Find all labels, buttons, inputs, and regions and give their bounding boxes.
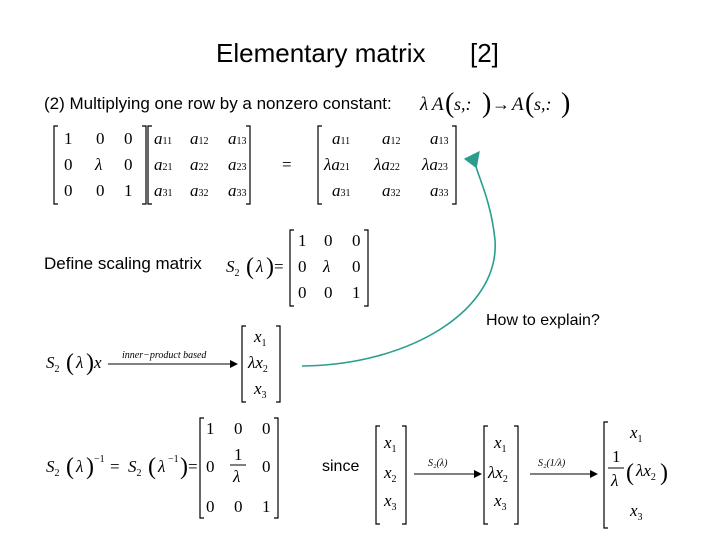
svg-text:−1: −1 — [168, 454, 179, 465]
title-text: Elementary matrix — [216, 38, 426, 68]
subtitle: (2) Multiplying one row by a nonzero constant: — [44, 94, 392, 113]
svg-text:0: 0 — [64, 155, 73, 174]
svg-text:0: 0 — [298, 257, 307, 276]
svg-text:a32: a32 — [190, 181, 209, 200]
svg-text:0: 0 — [234, 497, 243, 516]
svg-text:(: ( — [246, 254, 254, 280]
svg-text:x2: $x_2$ — [384, 463, 397, 485]
svg-text:S2: $S_2$ — [46, 353, 60, 375]
svg-text:a33: a33 — [228, 181, 247, 200]
svg-text:1: 1 — [612, 447, 621, 466]
svg-text:): ) — [86, 350, 94, 376]
svg-text:λa23: λa23 — [422, 155, 448, 174]
svg-text:=: = — [282, 155, 292, 174]
svg-text:1: 1 — [64, 129, 73, 148]
svg-text:1: 1 — [206, 419, 215, 438]
svg-text:0: 0 — [324, 283, 333, 302]
svg-text:A: A — [432, 94, 444, 115]
svg-text:a23: a23 — [228, 155, 247, 174]
svg-text:=: = — [188, 457, 198, 476]
svg-text:0: 0 — [96, 129, 105, 148]
svg-text:): ) — [482, 88, 492, 119]
svg-text:s,:: s,: — [534, 94, 552, 114]
svg-text:x1: $x_1$ — [384, 433, 397, 455]
svg-text:0: 0 — [124, 155, 133, 174]
svg-text:x3: $x_3$ — [384, 491, 397, 513]
svg-text:(: ( — [626, 460, 634, 486]
svg-text:1: 1 — [124, 181, 133, 200]
since-chain — [374, 420, 674, 530]
svg-text:a12: a12 — [190, 129, 209, 148]
svg-text:λa21: λa21 — [324, 155, 350, 174]
row-operation-formula — [418, 86, 571, 122]
svg-text:a33: a33 — [430, 181, 449, 200]
svg-text:0: 0 — [352, 257, 361, 276]
svg-text:(: ( — [66, 350, 74, 376]
svg-text:1: 1 — [352, 283, 361, 302]
title-reference: [2] — [470, 38, 499, 68]
svg-text:a31: a31 — [332, 181, 351, 200]
svg-text:λx2: $\lambda x_2$ — [248, 353, 268, 375]
arrow-label-s-inv: S₂(1/λ) — [538, 458, 566, 469]
svg-text:a31: a31 — [154, 181, 173, 200]
svg-text:λ: λ — [233, 467, 241, 486]
curved-arrow — [290, 150, 520, 375]
svg-text:): ) — [561, 88, 571, 119]
svg-text:0: 0 — [352, 231, 361, 250]
svg-text:(: ( — [525, 88, 535, 119]
svg-text:(: ( — [445, 88, 455, 119]
svg-text:−1: −1 — [94, 454, 105, 465]
svg-text:a11: a11 — [154, 129, 173, 148]
svg-text:): ) — [86, 454, 94, 480]
svg-text:0: 0 — [96, 181, 105, 200]
svg-text:S2: $S_2$ — [226, 257, 240, 279]
svg-text:x3: $x_3$ — [254, 379, 267, 401]
svg-text:S2: $S_2$ — [128, 457, 142, 479]
svg-text:0: 0 — [298, 283, 307, 302]
svg-text:a11: a11 — [332, 129, 351, 148]
svg-text:→: → — [492, 94, 510, 114]
svg-text:λ: λ — [76, 353, 84, 372]
svg-text:0: 0 — [262, 457, 271, 476]
svg-text:x1: $x_1$ — [254, 327, 267, 349]
svg-text:λ: λ — [76, 457, 84, 476]
svg-text:λ: λ — [158, 457, 166, 476]
svg-text:(: ( — [148, 454, 156, 480]
svg-text:x1: $x_1$ — [494, 433, 507, 455]
inverse-equation — [44, 412, 284, 522]
svg-text:0: 0 — [324, 231, 333, 250]
svg-text:a22: a22 — [190, 155, 209, 174]
svg-text:x3: $x_3$ — [494, 491, 507, 513]
svg-text:): ) — [266, 254, 274, 280]
svg-text:(: ( — [66, 454, 74, 480]
svg-text:): ) — [660, 460, 668, 486]
svg-text:0: 0 — [262, 419, 271, 438]
svg-text:1: 1 — [234, 445, 243, 464]
svg-text:a21: a21 — [154, 155, 173, 174]
arrow-label-s: S₂(λ) — [428, 458, 448, 469]
svg-text:=: = — [110, 457, 120, 476]
svg-text:λ: λ — [323, 257, 331, 276]
svg-text:λ: λ — [256, 257, 264, 276]
svg-text:a13: a13 — [228, 129, 247, 148]
svg-text:λ: λ — [611, 471, 619, 490]
svg-text:λ: λ — [420, 94, 429, 115]
svg-text:x1: $x_1$ — [630, 423, 643, 445]
question-text: How to explain? — [486, 312, 600, 329]
svg-text:0: 0 — [124, 129, 133, 148]
define-label: Define scaling matrix — [44, 254, 202, 273]
svg-text:λx2: $\lambda x_2$ — [488, 463, 508, 485]
svg-text:a13: a13 — [430, 129, 449, 148]
svg-text:=: = — [274, 257, 284, 276]
svg-text:x: x — [94, 353, 102, 372]
svg-text:λ: λ — [95, 155, 103, 174]
svg-text:s,:: s,: — [454, 94, 472, 114]
svg-text:1: 1 — [298, 231, 307, 250]
svg-text:λa22: λa22 — [374, 155, 400, 174]
since-label: since — [322, 458, 360, 475]
svg-text:1: 1 — [262, 497, 271, 516]
svg-text:0: 0 — [234, 419, 243, 438]
svg-text:a32: a32 — [382, 181, 401, 200]
svg-text:x3: $x_3$ — [630, 501, 643, 523]
svg-text:S2: $S_2$ — [46, 457, 60, 479]
svg-text:A: A — [512, 94, 524, 115]
svg-text:0: 0 — [206, 457, 215, 476]
inner-product-label: inner−product based — [122, 350, 207, 361]
svg-text:0: 0 — [206, 497, 215, 516]
svg-text:λx2: $\lambda x_2$ — [636, 461, 656, 483]
svg-text:a12: a12 — [382, 129, 401, 148]
slide-title — [0, 38, 720, 74]
inner-product-equation — [44, 322, 294, 406]
svg-text:0: 0 — [64, 181, 73, 200]
svg-text:): ) — [180, 454, 188, 480]
